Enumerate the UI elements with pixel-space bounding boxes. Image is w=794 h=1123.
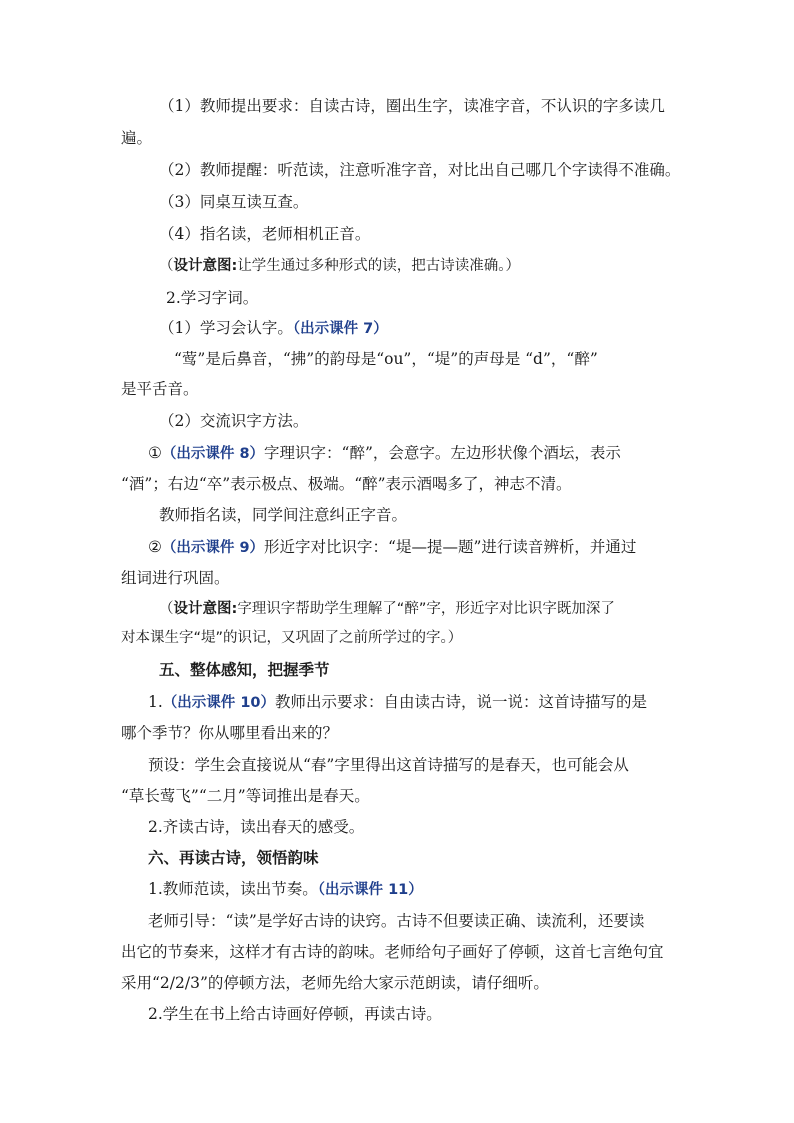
line-text: 字理识字帮助学生理解了“醉”字，形近字对比识字既加深了	[237, 601, 615, 617]
paragraph-line	[148, 1004, 442, 1024]
line-text: 对本课生字“堤”的识记，又巩固了之前所学过的字。）	[121, 630, 463, 646]
paragraph-line	[166, 288, 258, 308]
circled-number: ②	[148, 538, 162, 556]
paragraph-line	[148, 879, 423, 900]
line-text: 字理识字：“醉”，会意字。左边形状像个酒坛，表示	[264, 444, 621, 462]
line-text: 组词进行巩固。	[121, 569, 230, 587]
line-text: （2）交流识字方法。	[159, 412, 309, 430]
line-text: “草长莺飞”“二月”等词推出是春天。	[121, 787, 370, 805]
item-number: 1.	[148, 693, 163, 711]
paragraph-line	[159, 411, 308, 431]
line-text: （1）教师提出要求：自读古诗，圈出生字，读准字音，不认识的字多读几	[159, 97, 665, 115]
line-text: 出它的节奏来，这样才有古诗的韵味。老师给句子画好了停顿，这首七言绝句宜	[121, 943, 664, 961]
paragraph-line	[174, 349, 598, 369]
courseware-reference: （出示课件 8）	[161, 446, 265, 462]
design-intent-label: 设计意图:	[173, 258, 238, 274]
design-intent-label: 设计意图:	[173, 601, 238, 617]
paragraph-line	[121, 128, 152, 148]
paragraph-line	[148, 911, 644, 931]
line-text: 形近字对比识字：“堤—提—题”进行读音辨析，并通过	[264, 538, 637, 556]
paragraph-line	[159, 224, 370, 244]
courseware-reference: （出示课件 7）	[292, 321, 388, 337]
circled-number: ①	[148, 444, 162, 462]
paragraph-line	[159, 505, 407, 525]
paragraph-line	[148, 537, 636, 558]
section-heading	[159, 660, 330, 680]
line-text: 采用“2/2/3”的停顿方法，老师先给大家示范朗读，请仔细听。	[121, 974, 549, 992]
line-text: 遍。	[121, 129, 153, 147]
courseware-reference: （出示课件 10）	[162, 695, 276, 711]
paragraph-line	[148, 755, 629, 775]
paragraph-line	[121, 786, 370, 806]
line-text: 1.教师范读，读出节奏。	[148, 880, 318, 898]
paragraph-line	[121, 379, 199, 399]
line-text: 预设：学生会直接说从“春”字里得出这首诗描写的是春天，也可能会从	[148, 756, 629, 774]
design-intent-note	[159, 256, 520, 276]
design-intent-note	[159, 599, 615, 619]
paragraph-line	[121, 723, 338, 743]
line-text: 让学生通过多种形式的读，把古诗读准确。）	[237, 258, 521, 274]
paragraph-line	[121, 568, 230, 588]
open-paren: （	[159, 258, 174, 274]
paragraph-line	[159, 192, 308, 212]
paragraph-line	[121, 973, 549, 993]
line-text: 教师指名读，同学间注意纠正字音。	[159, 506, 408, 524]
heading-text: 六、再读古诗，领悟韵味	[148, 849, 319, 867]
line-text: （2）教师提醒：听范读，注意听准字音，对比出自己哪几个字读得不准确。	[159, 161, 681, 179]
paragraph-line	[159, 160, 680, 180]
paragraph-line	[148, 817, 364, 837]
line-text: 2.齐读古诗，读出春天的感受。	[148, 818, 365, 836]
courseware-reference: （出示课件 11）	[317, 882, 423, 898]
paragraph-line	[121, 474, 572, 494]
line-text: 哪个季节？你从哪里看出来的？	[121, 724, 339, 742]
line-text: 2.学生在书上给古诗画好停顿，再读古诗。	[148, 1005, 442, 1023]
line-text: （4）指名读，老师相机正音。	[159, 225, 371, 243]
line-text: 老师引导：“读”是学好古诗的诀窍。古诗不但要读正确、读流利，还要读	[148, 912, 645, 930]
open-paren: （	[159, 601, 174, 617]
design-intent-note-cont	[121, 628, 462, 648]
paragraph-line	[159, 318, 388, 339]
heading-text: 五、整体感知，把握季节	[159, 661, 330, 679]
line-text: （1）学习会认字。	[159, 319, 293, 337]
line-text: 教师出示要求：自由读古诗，说一说：这首诗描写的是	[275, 693, 648, 711]
line-text: （3）同桌互读互查。	[159, 193, 309, 211]
paragraph-line	[148, 692, 647, 713]
line-text: 2.学习字词。	[166, 289, 259, 307]
paragraph-line	[121, 942, 664, 962]
section-heading	[148, 848, 319, 868]
line-text: 是平舌音。	[121, 380, 199, 398]
paragraph-line	[159, 96, 665, 116]
courseware-reference: （出示课件 9）	[161, 540, 265, 556]
line-text: “莺”是后鼻音，“拂”的韵母是“ou”，“堤”的声母是 “d”，“醉”	[174, 350, 598, 368]
paragraph-line	[148, 443, 621, 464]
line-text: “酒”；右边“卒”表示极点、极端。“醉”表示酒喝多了，神志不清。	[121, 475, 572, 493]
